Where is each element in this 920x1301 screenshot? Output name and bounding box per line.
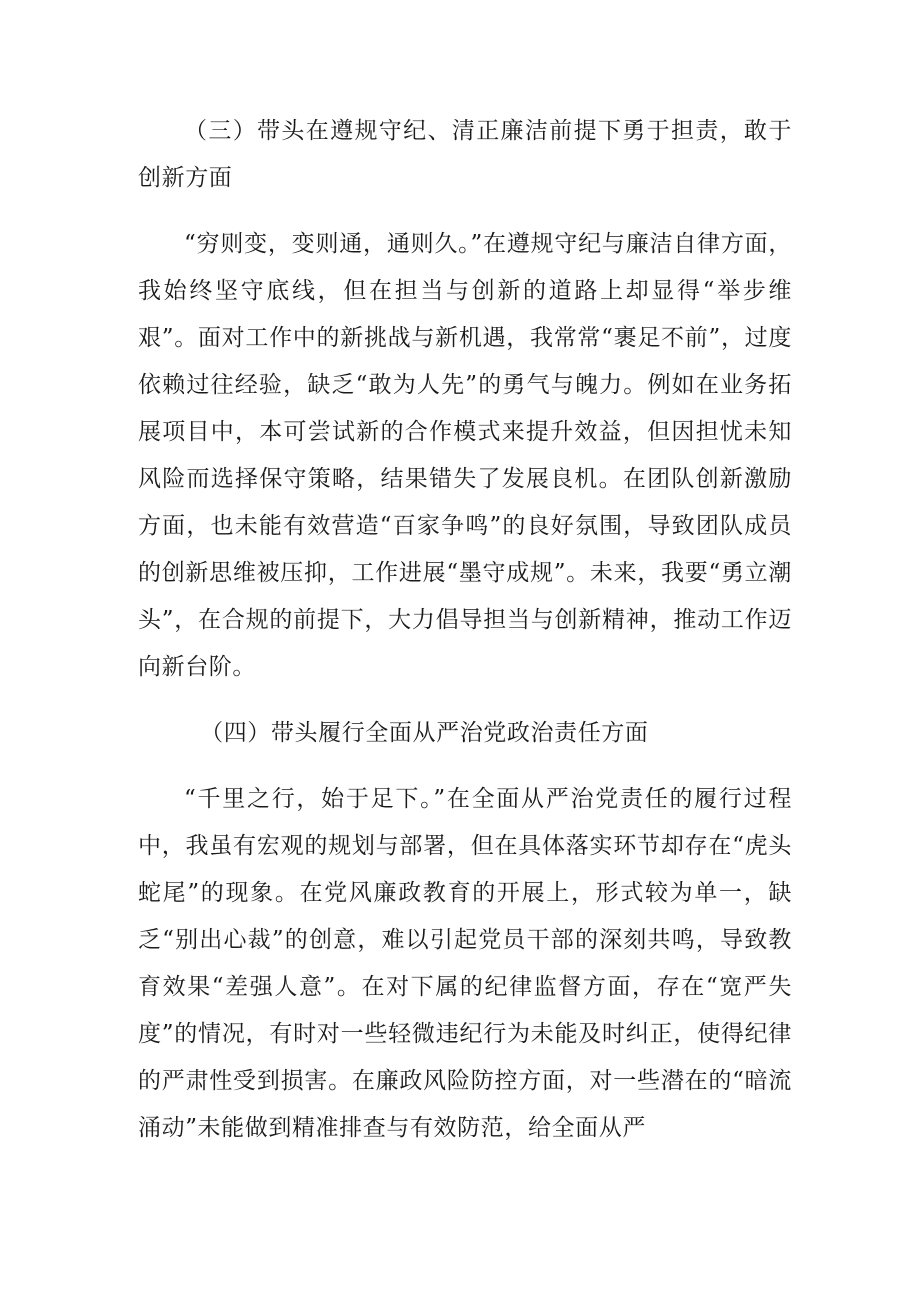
section-four-heading: （四）带头履行全面从严治党政治责任方面	[200, 720, 649, 746]
document-page	[138, 108, 792, 1152]
section-three-body: “穷则变，变则通，通则久。”在遵规守纪与廉洁自律方面，我始终坚守底线，但在担当与创新的道路上却显得“举步维艰”。面对工作中的新挑战与新机遇，我常常“裹足不前”，过度依赖过往经验，缺乏“敢为人先”的勇气与魄力。例如在业务拓展项目中，本可尝试新的合作模式来提升效益，但因担忧未知风险而选择保守策略，结果错失了发展良机。在团队创新激励方面，也未能有效营造“百家争鸣”的良好氛围，导致团队成员的创新思维被压抑，工作进展“墨守成规”。未来，我要“勇立潮头”，在合规的前提下，大力倡导担当与创新精神，推动工作迈向新台阶。	[138, 231, 792, 680]
section-four-body: “千里之行，始于足下。”在全面从严治党责任的履行过程中，我虽有宏观的规划与部署，但在具体落实环节却存在“虎头蛇尾”的现象。在党风廉政教育的开展上，形式较为单一，缺乏“别出心裁”的创意，难以引起党员干部的深刻共鸣，导致教育效果“差强人意”。在对下属的纪律监督方面，存在“宽严失度”的情况，有时对一些轻微违纪行为未能及时纠正，使得纪律的严肃性受到损害。在廉政风险防控方面，对一些潜在的“暗流涌动”未能做到精准排查与有效防范，给全面从严	[138, 786, 792, 1141]
section-three-heading: （三）带头在遵规守纪、清正廉洁前提下勇于担责，敢于创新方面	[138, 118, 792, 191]
